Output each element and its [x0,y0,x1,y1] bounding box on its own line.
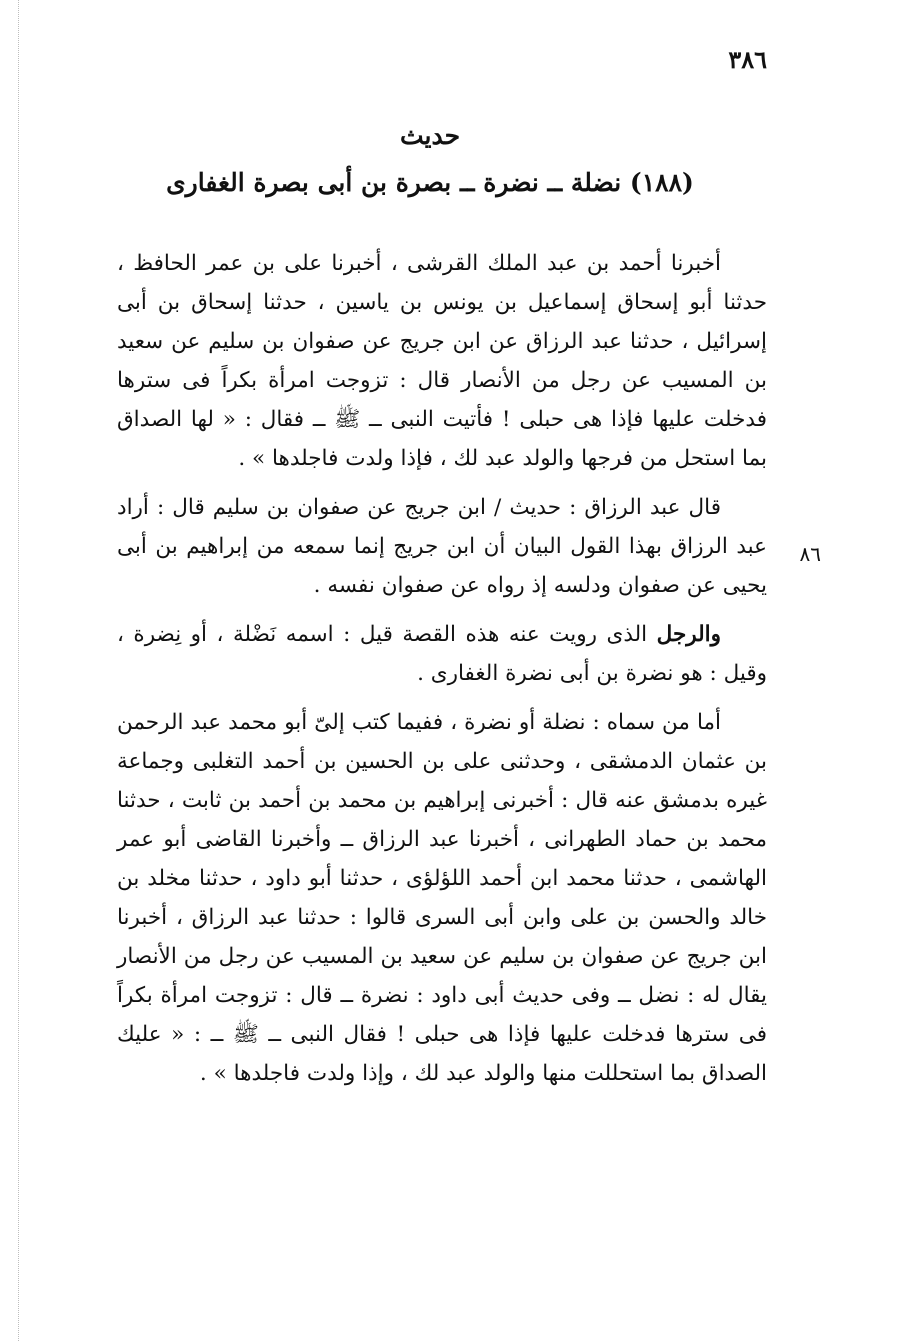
entry-title: (١٨٨) نضلة ــ نضرة ــ بصرة بن أبى بصرة الغفارى [166,168,694,197]
margin-folio-number: ٨٦ [799,542,821,566]
page-number: ٣٨٦ [728,45,767,74]
paragraph-lead-word: والرجل [656,622,721,647]
paragraph-text: أخبرنا أحمد بن عبد الملك القرشى ، أخبرنا على بن عمر الحافظ ، حدثنا أبو إسحاق إسماعيل بن يونس بن ياسين ، حدثنا إسحاق بن أبى إسرائيل ، حدثنا عبد الرزاق عن ابن جريج عن صفوان بن سليم عن سعيد بن المسيب عن رجل من الأنصار قال : تزوجت امرأة بكراً فى سترها فدخلت عليها فإذا هى حبلى ! فأتيت النبى ــ ﷺ ــ فقال : « لها الصداق بما استحل من فرجها والولد عبد لك ، فإذا ولدت فاجلدها » . [117,251,767,471]
paragraph-text: قال عبد الرزاق : حديث / ابن جريج عن صفوان بن سليم قال : أراد عبد الرزاق بهذا القول البيان أن ابن جريج إنما سمعه من إبراهيم بن أبى يحيى عن صفوان ودلسه إذ رواه عن صفوان نفسه . [117,495,767,598]
paragraph-2 [117,488,767,605]
paragraph-4 [117,703,767,1093]
paragraph-3 [117,615,767,693]
body-text [117,244,767,1093]
section-heading: حديث [399,121,461,150]
paragraph-text: أما من سماه : نضلة أو نضرة ، ففيما كتب إلىّ أبو محمد عبد الرحمن بن عثمان الدمشقى ، وحدثنى على بن الحسين بن أحمد التغلبى وجماعة غيره بدمشق عنه قال : أخبرنى إبراهيم بن محمد بن أحمد بن ثابت ، حدثنا محمد بن حماد الطهرانى ، أخبرنا عبد الرزاق ــ وأخبرنا القاضى أبو عمر الهاشمى ، حدثنا محمد ابن أحمد اللؤلؤى ، حدثنا أبو داود ، حدثنا مخلد بن خالد والحسن بن على وابن أبى السرى قالوا : حدثنا عبد الرزاق ، أخبرنا ابن جريج عن صفوان بن سليم عن سعيد بن المسيب عن رجل من الأنصار يقال له : نضل ــ وفى حديث أبى داود : نضرة ــ قال : تزوجت امرأة بكراً فى سترها فدخلت عليها فإذا هى حبلى ! فقال النبى ــ ﷺ ــ : « عليك الصداق بما استحللت منها والولد عبد لك ، وإذا ولدت فاجلدها » . [117,710,767,1086]
paragraph-1 [117,244,767,478]
scan-edge-dots [18,0,19,1341]
paragraph-text: الذى رويت عنه هذه القصة قيل : اسمه نَضْلة ، أو نِضرة ، وقيل : هو نضرة بن أبى نضرة الغفارى . [117,622,767,686]
